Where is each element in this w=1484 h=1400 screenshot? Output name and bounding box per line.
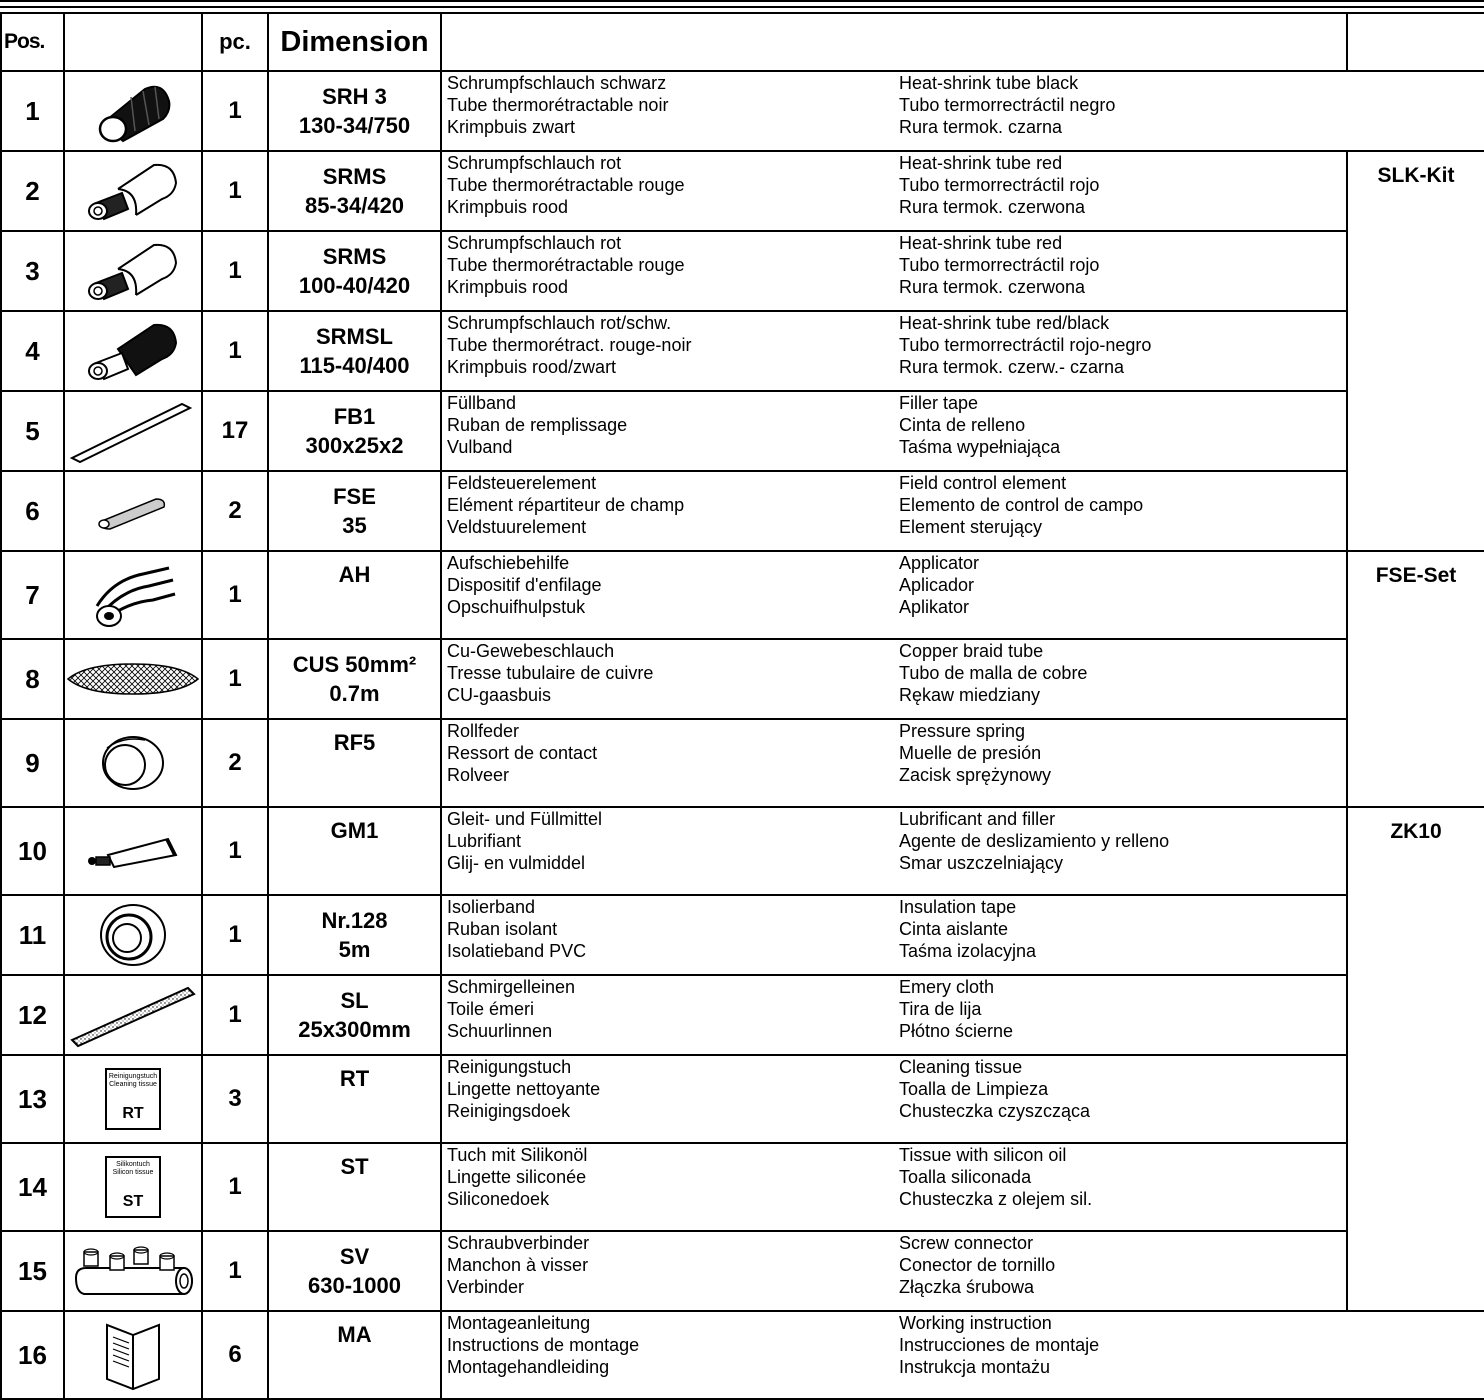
description-es: Elemento de control de campo <box>899 495 1144 515</box>
quantity: 6 <box>202 1311 268 1399</box>
item-image <box>64 311 202 391</box>
dimension-size: 300x25x2 <box>305 433 404 458</box>
quantity: 1 <box>202 639 268 719</box>
table-row <box>1 151 1484 231</box>
dimension-size: 115-40/400 <box>299 353 410 378</box>
dimension-code: SL <box>340 988 369 1013</box>
table-row <box>1 719 1484 807</box>
dimension-cell <box>268 639 441 719</box>
description-cell <box>441 1311 1484 1399</box>
description-en: Tissue with silicon oil <box>899 1145 1067 1165</box>
dimension-size: 0.7m <box>329 681 380 706</box>
dimension-cell <box>268 231 441 311</box>
table-row <box>1 391 1484 471</box>
dimension-size: 85-34/420 <box>304 193 405 218</box>
description-fr: Ruban isolant <box>447 919 558 939</box>
description-de: Schraubverbinder <box>447 1233 590 1253</box>
description-es: Tubo termorrectráctil rojo <box>899 175 1100 195</box>
pos-number: 15 <box>1 1231 64 1311</box>
item-image <box>64 471 202 551</box>
description-pl: Rura termok. czerwona <box>899 197 1086 217</box>
dimension-cell <box>268 895 441 975</box>
description-nl: Isolatieband PVC <box>447 941 587 961</box>
description-pl: Element sterujący <box>899 517 1043 537</box>
manual-book-icon <box>65 1319 201 1391</box>
quantity: 17 <box>202 391 268 471</box>
pos-number: 3 <box>1 231 64 311</box>
description-fr: Lingette siliconée <box>447 1167 587 1187</box>
quantity: 1 <box>202 807 268 895</box>
item-image <box>64 71 202 151</box>
dimension-size: 25x300mm <box>298 1017 411 1042</box>
table-row <box>1 71 1484 151</box>
description-fr: Manchon à visser <box>447 1255 589 1275</box>
header-row <box>1 13 1484 71</box>
description-fr: Tube thermorétractable rouge <box>447 175 685 195</box>
description-fr: Tresse tubulaire de cuivre <box>447 663 654 683</box>
dimension-cell <box>268 1231 441 1311</box>
quantity: 1 <box>202 1143 268 1231</box>
quantity: 2 <box>202 719 268 807</box>
item-image <box>64 807 202 895</box>
dimension-cell <box>268 551 441 639</box>
description-pl: Zacisk sprężynowy <box>899 765 1052 785</box>
field-control-element-icon <box>65 491 201 531</box>
dimension-size: 100-40/420 <box>298 273 411 298</box>
dimension-size: 130-34/750 <box>298 113 411 138</box>
description-en: Heat-shrink tube red <box>899 153 1063 173</box>
pos-number: 2 <box>1 151 64 231</box>
dimension-cell <box>268 71 441 151</box>
tissue-label-de: Reinigungstuch <box>108 1073 158 1080</box>
roll-spring-icon <box>65 728 201 798</box>
description-pl: Złączka śrubowa <box>899 1277 1035 1297</box>
header-description <box>441 13 1347 71</box>
item-image <box>64 895 202 975</box>
dimension-code: GM1 <box>330 818 379 843</box>
description-fr: Dispositif d'enfilage <box>447 575 602 595</box>
description-fr: Tube thermorétractable noir <box>447 95 669 115</box>
dimension-cell <box>268 1143 441 1231</box>
description-en: Heat-shrink tube red <box>899 233 1063 253</box>
dimension-code: SRH 3 <box>322 84 387 109</box>
description-nl: Verbinder <box>447 1277 525 1297</box>
applicator-icon <box>65 560 201 630</box>
quantity: 1 <box>202 71 268 151</box>
description-en: Applicator <box>899 553 980 573</box>
tissue-code: RT <box>122 1105 144 1122</box>
description-de: Schrumpfschlauch rot <box>447 233 622 253</box>
description-de: Gleit- und Füllmittel <box>447 809 603 829</box>
description-pl: Płótno ścierne <box>899 1021 1014 1041</box>
item-image <box>64 639 202 719</box>
description-de: Schmirgelleinen <box>447 977 576 997</box>
cleaning-tissue-icon <box>105 1068 161 1130</box>
item-image <box>64 151 202 231</box>
header-pos: Pos. <box>1 13 64 71</box>
description-es: Instrucciones de montaje <box>899 1335 1100 1355</box>
description-de: Reinigungstuch <box>447 1057 572 1077</box>
description-cell <box>441 1055 1347 1143</box>
pos-number: 14 <box>1 1143 64 1231</box>
description-pl: Taśma izolacyjna <box>899 941 1037 961</box>
table-row <box>1 551 1484 639</box>
description-nl: Montagehandleiding <box>447 1357 610 1377</box>
description-pl: Chusteczka czyszcząca <box>899 1101 1091 1121</box>
dimension-code: RT <box>339 1066 370 1091</box>
description-fr: Lingette nettoyante <box>447 1079 601 1099</box>
item-image <box>64 1231 202 1311</box>
description-de: Tuch mit Silikonöl <box>447 1145 588 1165</box>
tube-black-icon <box>65 79 201 143</box>
quantity: 1 <box>202 975 268 1055</box>
quantity: 1 <box>202 311 268 391</box>
description-cell <box>441 151 1347 231</box>
kit-label-slk: SLK-Kit <box>1347 151 1484 551</box>
quantity: 3 <box>202 1055 268 1143</box>
description-en: Emery cloth <box>899 977 995 997</box>
description-nl: Reinigingsdoek <box>447 1101 571 1121</box>
item-image <box>64 975 202 1055</box>
dimension-code: SV <box>339 1244 370 1269</box>
item-image <box>64 1311 202 1399</box>
dimension-size: 35 <box>342 513 367 538</box>
description-cell <box>441 391 1347 471</box>
description-de: Cu-Gewebeschlauch <box>447 641 615 661</box>
description-en: Pressure spring <box>899 721 1026 741</box>
dimension-cell <box>268 151 441 231</box>
kit-label-fse: FSE-Set <box>1347 551 1484 807</box>
description-en: Field control element <box>899 473 1067 493</box>
pos-number: 16 <box>1 1311 64 1399</box>
item-image <box>64 1143 202 1231</box>
dimension-cell <box>268 719 441 807</box>
table-row <box>1 471 1484 551</box>
dimension-code: ST <box>340 1154 369 1179</box>
description-es: Agente de deslizamiento y relleno <box>899 831 1170 851</box>
quantity: 1 <box>202 895 268 975</box>
tissue-label-en: Cleaning tissue <box>109 1081 157 1088</box>
kit-label-zk: ZK10 <box>1347 807 1484 1311</box>
description-cell <box>441 807 1347 895</box>
item-image <box>64 551 202 639</box>
table-row <box>1 311 1484 391</box>
pos-number: 6 <box>1 471 64 551</box>
table-row <box>1 975 1484 1055</box>
tube-red-icon <box>65 239 201 303</box>
description-nl: Opschuifhulpstuk <box>447 597 586 617</box>
description-en: Insulation tape <box>899 897 1017 917</box>
dimension-size: 630-1000 <box>308 1273 401 1298</box>
description-de: Schrumpfschlauch schwarz <box>447 73 667 93</box>
description-de: Füllband <box>447 393 517 413</box>
dimension-code: MA <box>337 1322 372 1347</box>
description-nl: Schuurlinnen <box>447 1021 553 1041</box>
description-cell <box>441 311 1347 391</box>
quantity: 2 <box>202 471 268 551</box>
pos-number: 12 <box>1 975 64 1055</box>
tube-red-black-icon <box>65 319 201 383</box>
description-fr: Tube thermorétract. rouge-noir <box>447 335 692 355</box>
pos-number: 10 <box>1 807 64 895</box>
description-pl: Smar uszczelniający <box>899 853 1064 873</box>
dimension-code: SRMSL <box>316 324 393 349</box>
description-en: Copper braid tube <box>899 641 1044 661</box>
description-de: Schrumpfschlauch rot/schw. <box>447 313 672 333</box>
description-de: Feldsteuerelement <box>447 473 597 493</box>
quantity: 1 <box>202 151 268 231</box>
description-nl: Glij- en vulmiddel <box>447 853 586 873</box>
description-es: Tubo de malla de cobre <box>899 663 1088 683</box>
description-pl: Taśma wypełniająca <box>899 437 1061 457</box>
description-nl: CU-gaasbuis <box>447 685 552 705</box>
quantity: 1 <box>202 231 268 311</box>
description-fr: Ruban de remplissage <box>447 415 628 435</box>
pos-number: 8 <box>1 639 64 719</box>
pos-number: 13 <box>1 1055 64 1143</box>
description-fr: Ressort de contact <box>447 743 598 763</box>
description-nl: Siliconedoek <box>447 1189 550 1209</box>
description-es: Conector de tornillo <box>899 1255 1056 1275</box>
description-pl: Rura termok. czerwona <box>899 277 1086 297</box>
dimension-cell <box>268 471 441 551</box>
description-cell <box>441 719 1347 807</box>
description-en: Screw connector <box>899 1233 1034 1253</box>
dimension-size: 5m <box>338 937 371 962</box>
pos-number: 9 <box>1 719 64 807</box>
description-es: Cinta de relleno <box>899 415 1026 435</box>
description-es: Aplicador <box>899 575 975 595</box>
description-es: Cinta aislante <box>899 919 1009 939</box>
description-en: Heat-shrink tube red/black <box>899 313 1110 333</box>
table-row <box>1 1231 1484 1311</box>
tissue-code: ST <box>122 1193 144 1210</box>
dimension-code: FSE <box>333 484 376 509</box>
description-es: Tubo termorrectráctil rojo <box>899 255 1100 275</box>
description-nl: Krimpbuis zwart <box>447 117 576 137</box>
description-de: Aufschiebehilfe <box>447 553 570 573</box>
description-pl: Aplikator <box>899 597 970 617</box>
description-nl: Krimpbuis rood/zwart <box>447 357 617 377</box>
top-border <box>0 0 1484 8</box>
table-row <box>1 1311 1484 1399</box>
description-es: Toalla siliconada <box>899 1167 1032 1187</box>
lubricant-tube-icon <box>65 831 201 871</box>
description-es: Toalla de Limpieza <box>899 1079 1049 1099</box>
description-cell <box>441 895 1347 975</box>
description-nl: Vulband <box>447 437 513 457</box>
pos-number: 1 <box>1 71 64 151</box>
filler-tape-icon <box>65 398 201 464</box>
description-pl: Rura termok. czerw.- czarna <box>899 357 1125 377</box>
item-image <box>64 231 202 311</box>
description-cell <box>441 1143 1347 1231</box>
quantity: 1 <box>202 551 268 639</box>
description-pl: Chusteczka z olejem sil. <box>899 1189 1093 1209</box>
dimension-code: CUS 50mm² <box>292 652 417 677</box>
table-row <box>1 1143 1484 1231</box>
emery-cloth-icon <box>65 982 201 1048</box>
dimension-code: SRMS <box>322 164 387 189</box>
silicon-tissue-icon <box>105 1156 161 1218</box>
pos-number: 4 <box>1 311 64 391</box>
quantity: 1 <box>202 1231 268 1311</box>
description-nl: Krimpbuis rood <box>447 277 569 297</box>
parts-table <box>0 12 1484 1400</box>
table-row <box>1 639 1484 719</box>
dimension-code: AH <box>338 562 371 587</box>
description-es: Tubo termorrectráctil negro <box>899 95 1116 115</box>
dimension-cell <box>268 1055 441 1143</box>
table-row <box>1 895 1484 975</box>
description-cell <box>441 551 1347 639</box>
header-kit <box>1347 13 1484 71</box>
description-en: Lubrificant and filler <box>899 809 1056 829</box>
description-es: Tira de lija <box>899 999 982 1019</box>
table-row <box>1 1055 1484 1143</box>
description-de: Rollfeder <box>447 721 520 741</box>
description-fr: Instructions de montage <box>447 1335 640 1355</box>
pos-number: 5 <box>1 391 64 471</box>
description-cell <box>441 639 1484 719</box>
description-cell <box>441 71 1484 151</box>
description-en: Working instruction <box>899 1313 1052 1333</box>
tube-red-icon <box>65 159 201 223</box>
dimension-cell <box>268 975 441 1055</box>
description-nl: Rolveer <box>447 765 510 785</box>
description-en: Cleaning tissue <box>899 1057 1023 1077</box>
description-pl: Rura termok. czarna <box>899 117 1063 137</box>
description-cell <box>441 975 1347 1055</box>
dimension-cell <box>268 311 441 391</box>
tissue-label-de: Silikontuch <box>116 1161 150 1168</box>
description-cell <box>441 231 1347 311</box>
dimension-cell <box>268 807 441 895</box>
description-nl: Veldstuurelement <box>447 517 587 537</box>
pos-number: 7 <box>1 551 64 639</box>
dimension-code: SRMS <box>322 244 387 269</box>
pos-number: 11 <box>1 895 64 975</box>
description-es: Tubo termorrectráctil rojo-negro <box>899 335 1152 355</box>
header-image <box>64 13 202 71</box>
dimension-cell <box>268 1311 441 1399</box>
dimension-cell <box>268 391 441 471</box>
dimension-code: Nr.128 <box>321 908 388 933</box>
description-pl: Rękaw miedziany <box>899 685 1041 705</box>
item-image <box>64 391 202 471</box>
description-pl: Instrukcja montażu <box>899 1357 1051 1377</box>
table-row <box>1 231 1484 311</box>
tissue-label-en: Silicon tissue <box>112 1169 154 1176</box>
description-de: Isolierband <box>447 897 536 917</box>
description-fr: Elément répartiteur de champ <box>447 495 685 515</box>
description-cell <box>441 471 1347 551</box>
description-en: Heat-shrink tube black <box>899 73 1079 93</box>
dimension-code: RF5 <box>333 730 376 755</box>
description-es: Muelle de presión <box>899 743 1042 763</box>
screw-connector-icon <box>65 1238 201 1304</box>
header-pc: pc. <box>202 13 268 71</box>
copper-braid-icon <box>65 654 201 704</box>
dimension-code: FB1 <box>333 404 376 429</box>
description-de: Montageanleitung <box>447 1313 591 1333</box>
description-fr: Toile émeri <box>447 999 535 1019</box>
description-fr: Lubrifiant <box>447 831 522 851</box>
description-nl: Krimpbuis rood <box>447 197 569 217</box>
insulation-tape-icon <box>65 899 201 971</box>
item-image <box>64 1055 202 1143</box>
description-cell <box>441 1231 1484 1311</box>
description-fr: Tube thermorétractable rouge <box>447 255 685 275</box>
table-row <box>1 807 1484 895</box>
description-en: Filler tape <box>899 393 979 413</box>
description-de: Schrumpfschlauch rot <box>447 153 622 173</box>
header-dimension: Dimension <box>268 13 441 71</box>
item-image <box>64 719 202 807</box>
